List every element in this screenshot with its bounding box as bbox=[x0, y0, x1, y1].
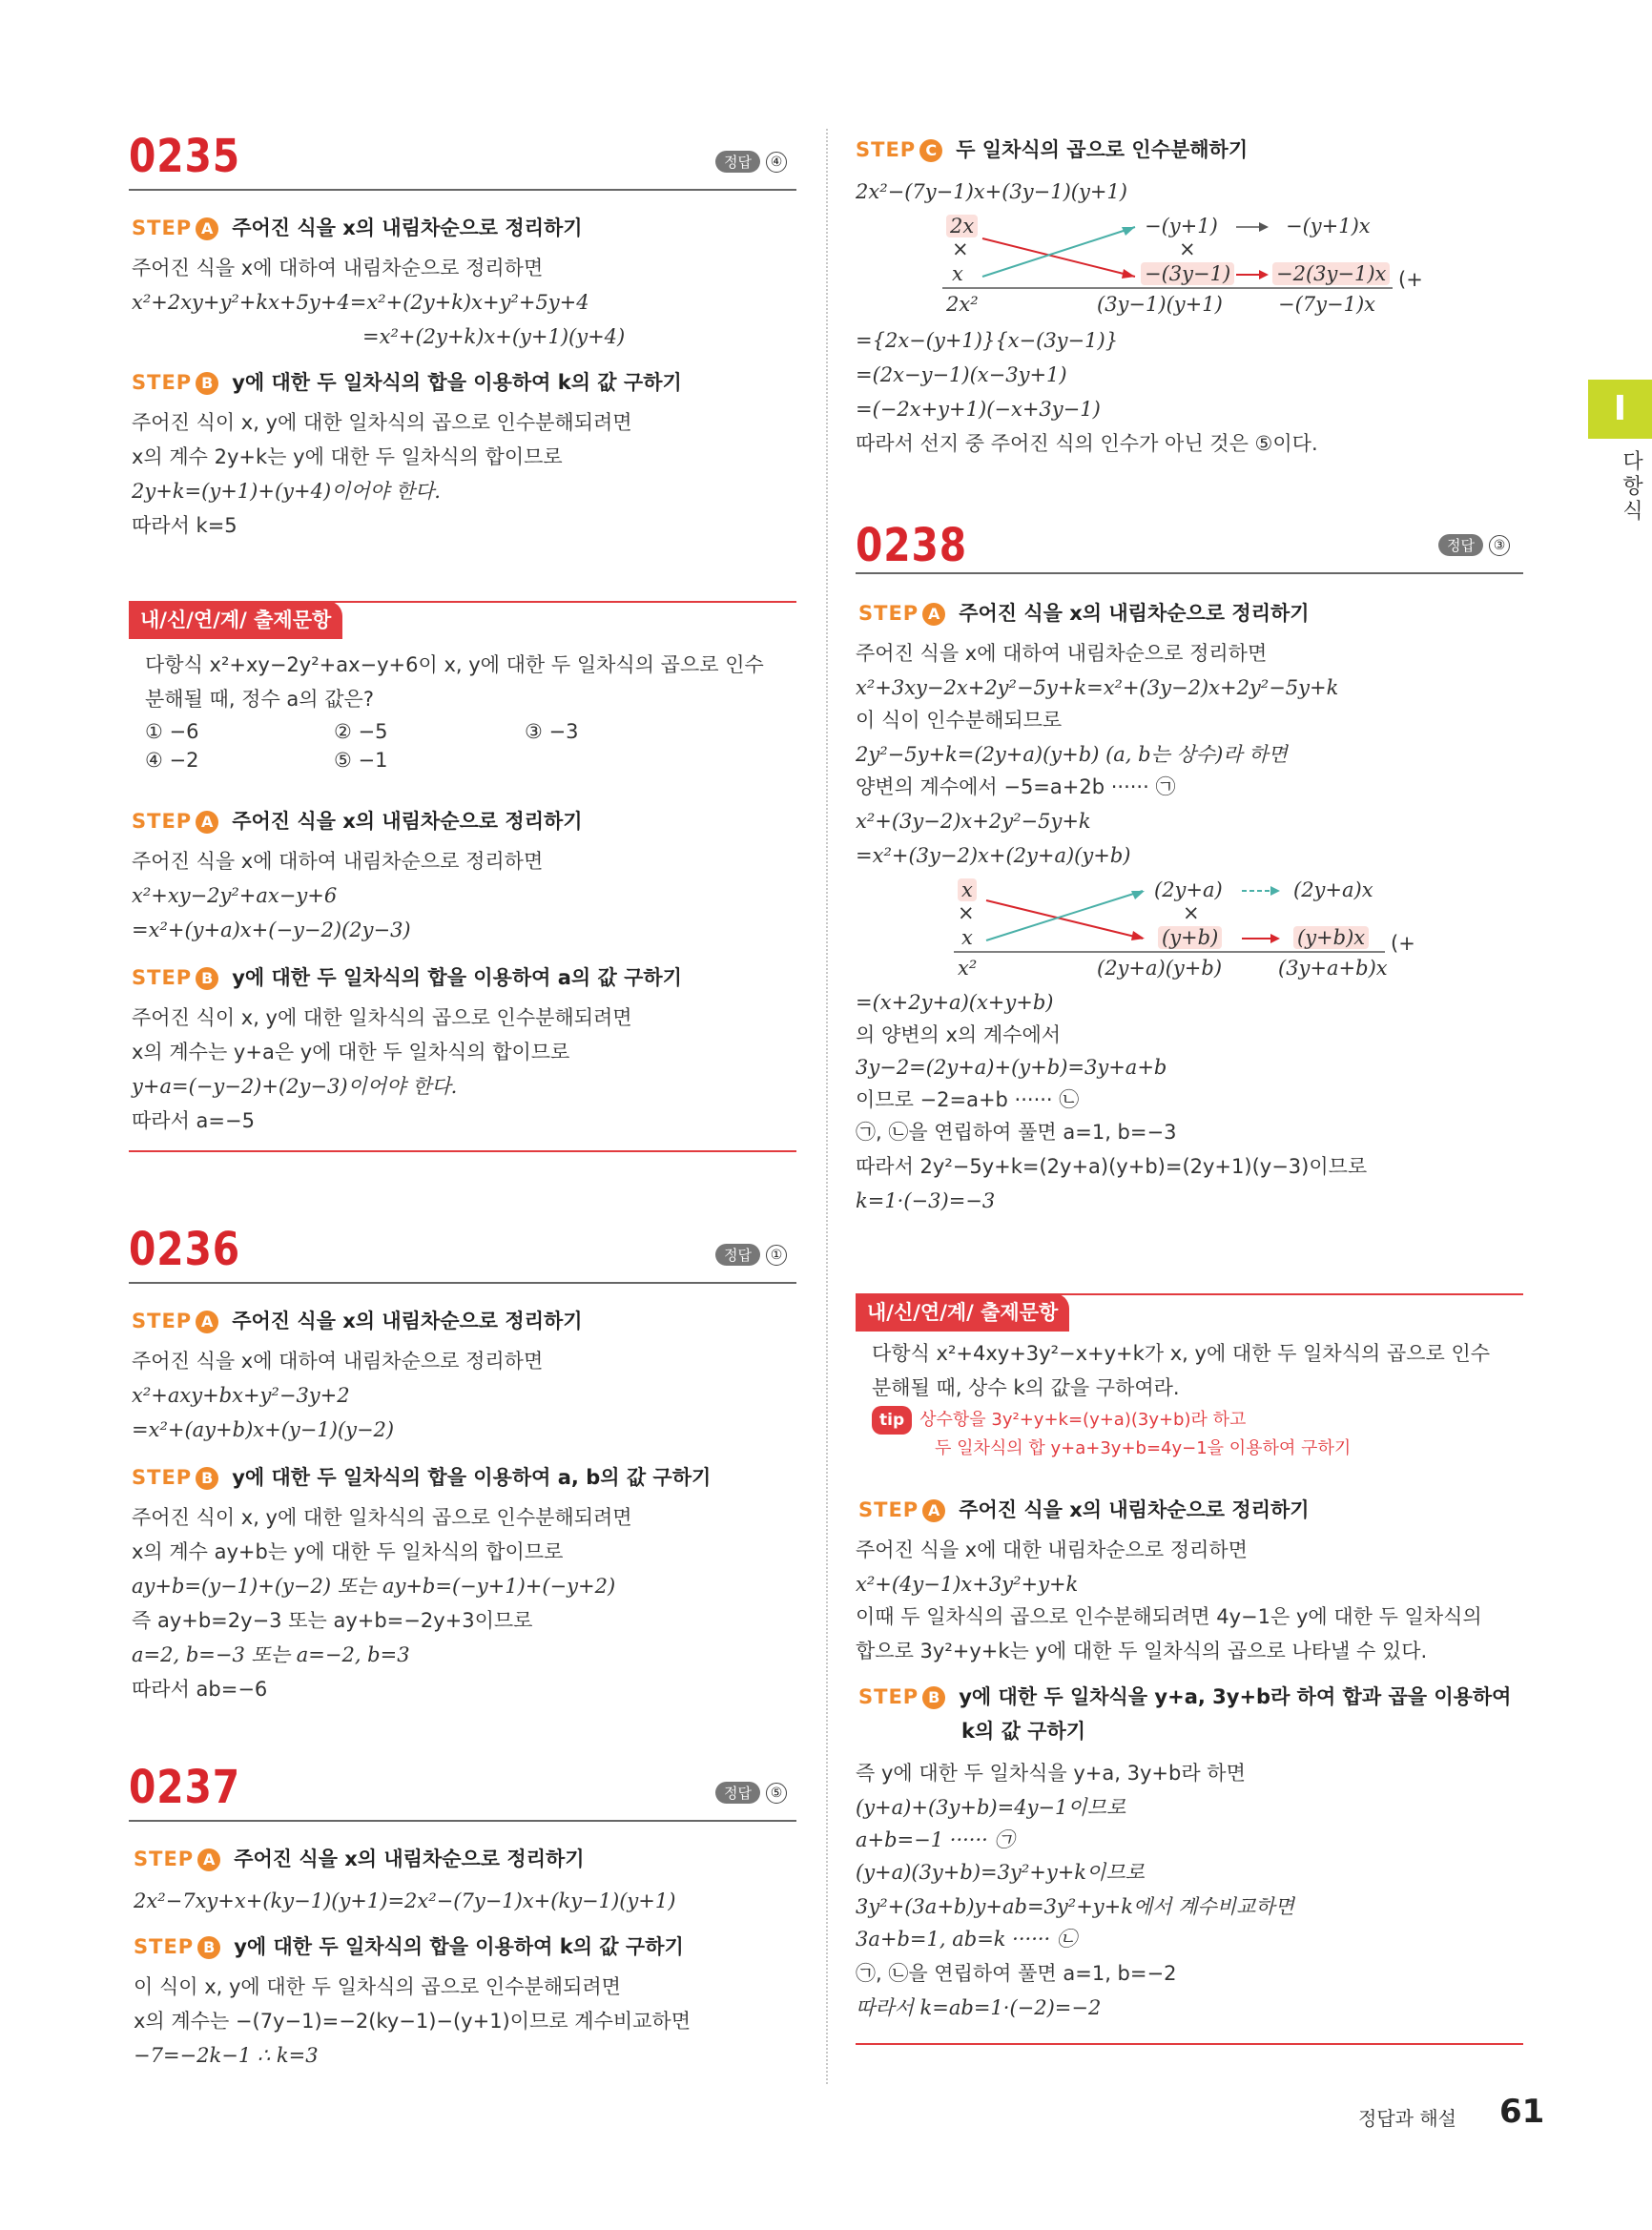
answer-value: ⑤ bbox=[766, 1783, 787, 1804]
math-line: 3y²+(3a+b)y+ab=3y²+y+k에서 계수비교하면 bbox=[856, 1895, 1294, 1918]
answer-value: ① bbox=[766, 1245, 787, 1266]
cross-plus: (+ bbox=[1398, 268, 1423, 291]
math-line: =x²+(ay+b)x+(y−1)(y−2) bbox=[132, 1418, 395, 1441]
cross-term: (y+b)x bbox=[1293, 926, 1369, 949]
math-line: k=1·(−3)=−3 bbox=[856, 1189, 996, 1212]
cross-times: × bbox=[958, 901, 975, 924]
chapter-name: 다항식 bbox=[1622, 450, 1643, 524]
text-line: 따라서 a=−5 bbox=[132, 1109, 255, 1132]
step-title: 주어진 식을 x의 내림차순으로 정리하기 bbox=[959, 602, 1310, 625]
answer-value: ④ bbox=[766, 152, 787, 173]
step-letter: A bbox=[922, 1499, 945, 1522]
choice-2[interactable]: ② −5 bbox=[334, 720, 388, 743]
cross-term: (2y+a) bbox=[1154, 878, 1223, 901]
cross-term: (3y+a+b)x bbox=[1278, 957, 1388, 980]
answer-badge: 정답 bbox=[715, 1244, 760, 1266]
math-line: =x²+(y+a)x+(−y−2)(2y−3) bbox=[132, 919, 411, 941]
text-line: ㉠, ㉡을 연립하여 풀면 a=1, b=−3 bbox=[856, 1121, 1177, 1144]
step-title: 주어진 식을 x의 내림차순으로 정리하기 bbox=[959, 1498, 1310, 1521]
cross-term: x bbox=[961, 926, 973, 949]
cross-plus: (+ bbox=[1391, 932, 1415, 955]
problem-number-0238: 0238 bbox=[856, 519, 967, 572]
math-line: 2y²−5y+k=(2y+a)(y+b) (a, b는 상수)라 하면 bbox=[856, 743, 1288, 766]
text-line: 이 식이 인수분해되므로 bbox=[856, 709, 1063, 732]
step-letter: B bbox=[196, 372, 218, 395]
step-title: y에 대한 두 일차식의 합을 이용하여 k의 값 구하기 bbox=[232, 371, 682, 394]
answer-badge: 정답 bbox=[1438, 534, 1483, 556]
step-letter: A bbox=[922, 603, 945, 626]
text-line: 주어진 식을 x에 대하여 내림차순으로 정리하면 bbox=[132, 1350, 544, 1373]
cross-term: −(y+1)x bbox=[1286, 215, 1371, 237]
step-word: STEP bbox=[132, 371, 193, 394]
math-line: a=2, b=−3 또는 a=−2, b=3 bbox=[132, 1643, 410, 1666]
cross-term: (2y+a)(y+b) bbox=[1097, 957, 1223, 980]
text-line: 이때 두 일차식의 곱으로 인수분해되려면 4y−1은 y에 대한 두 일차식의 bbox=[856, 1605, 1482, 1628]
chapter-tab[interactable]: I bbox=[1588, 380, 1652, 439]
text-line: 주어진 식이 x, y에 대한 일차식의 곱으로 인수분해되려면 bbox=[132, 1006, 632, 1029]
step-letter: A bbox=[196, 1311, 218, 1333]
step-letter: C bbox=[919, 139, 942, 162]
math-line: 3y−2=(2y+a)+(y+b)=3y+a+b bbox=[856, 1056, 1167, 1079]
text-line: x의 계수는 −(7y−1)=−2(ky−1)−(y+1)이므로 계수비교하면 bbox=[134, 2010, 691, 2033]
math-line: =(x+2y+a)(x+y+b) bbox=[856, 991, 1054, 1014]
related-label: 내/신/연/계/ 출제문항 bbox=[856, 1293, 1069, 1332]
step-letter: B bbox=[922, 1686, 945, 1709]
text-line: x의 계수는 y+a은 y에 대한 두 일차식의 합이므로 bbox=[132, 1041, 570, 1063]
step-title: y에 대한 두 일차식의 합을 이용하여 a, b의 값 구하기 bbox=[232, 1466, 712, 1489]
step-letter: B bbox=[196, 967, 218, 990]
cross-term: −2(3y−1)x bbox=[1272, 262, 1390, 285]
cross-times: × bbox=[1179, 237, 1196, 260]
math-line: =x²+(3y−2)x+(2y+a)(y+b) bbox=[856, 844, 1131, 867]
cross-times: × bbox=[952, 237, 969, 260]
text-line: 양변의 계수에서 −5=a+2b ······ ㉠ bbox=[856, 775, 1176, 798]
step-letter: A bbox=[196, 217, 218, 240]
step-word: STEP bbox=[858, 1498, 919, 1521]
text-line: 주어진 식이 x, y에 대한 일차식의 곱으로 인수분해되려면 bbox=[132, 1506, 632, 1529]
text-line: x의 계수 ay+b는 y에 대한 두 일차식의 합이므로 bbox=[132, 1540, 564, 1563]
choice-3[interactable]: ③ −3 bbox=[525, 720, 579, 743]
step-b-heading bbox=[858, 1683, 1511, 1711]
step-letter: A bbox=[196, 811, 218, 834]
text-line: 이므로 −2=a+b ······ ㉡ bbox=[856, 1088, 1080, 1111]
math-line: (y+a)(3y+b)=3y²+y+k이므로 bbox=[856, 1861, 1145, 1884]
text-line: 이 식이 x, y에 대한 두 일차식의 곱으로 인수분해되려면 bbox=[134, 1975, 621, 1998]
math-line: (y+a)+(3y+b)=4y−1이므로 bbox=[856, 1796, 1126, 1819]
step-a-heading bbox=[858, 1496, 1310, 1524]
cross-term: x bbox=[958, 878, 977, 901]
text-line: 합으로 3y²+y+k는 y에 대한 두 일차식의 곱으로 나타낼 수 있다. bbox=[856, 1640, 1428, 1662]
cross-term: −(7y−1)x bbox=[1278, 293, 1376, 316]
cross-term: (2y+a)x bbox=[1293, 878, 1373, 901]
related-label: 내/신/연/계/ 출제문항 bbox=[129, 601, 342, 639]
step-word: STEP bbox=[132, 1310, 193, 1332]
math-line: x²+(3y−2)x+2y²−5y+k bbox=[856, 810, 1091, 833]
math-line: x²+(4y−1)x+3y²+y+k bbox=[856, 1573, 1079, 1596]
math-line: x²+axy+bx+y²−3y+2 bbox=[132, 1384, 350, 1407]
step-title: 주어진 식을 x의 내림차순으로 정리하기 bbox=[234, 1848, 585, 1870]
step-title: 주어진 식을 x의 내림차순으로 정리하기 bbox=[232, 1310, 583, 1332]
math-line: 3a+b=1, ab=k ······ ㉡ bbox=[856, 1928, 1077, 1951]
problem-number-0236: 0236 bbox=[129, 1223, 240, 1276]
problem-number-0235: 0235 bbox=[129, 130, 240, 183]
math-line: 2y+k=(y+1)+(y+4)이어야 한다. bbox=[132, 480, 441, 503]
tip-line bbox=[935, 1433, 1351, 1463]
problem-number-0237: 0237 bbox=[129, 1761, 240, 1814]
cross-term: x² bbox=[958, 957, 978, 980]
math-line: =(−2x+y+1)(−x+3y−1) bbox=[856, 398, 1101, 421]
choice-4[interactable]: ④ −2 bbox=[145, 749, 199, 772]
text-line: 따라서 선지 중 주어진 식의 인수가 아닌 것은 ⑤이다. bbox=[856, 432, 1318, 455]
cross-term: −(y+1) bbox=[1145, 215, 1218, 237]
cross-times: × bbox=[1183, 901, 1200, 924]
step-word: STEP bbox=[134, 1848, 195, 1870]
step-letter: B bbox=[196, 1467, 218, 1490]
step-word: STEP bbox=[132, 810, 193, 833]
choice-1[interactable]: ① −6 bbox=[145, 720, 199, 743]
math-line: =(2x−y−1)(x−3y+1) bbox=[856, 363, 1067, 386]
tip-line bbox=[872, 1404, 1246, 1435]
step-word: STEP bbox=[858, 1685, 919, 1708]
text-line: 주어진 식을 x에 대하여 내림차순으로 정리하면 bbox=[132, 257, 544, 279]
text-line: x의 계수 2y+k는 y에 대한 두 일차식의 합이므로 bbox=[132, 445, 563, 468]
text-line: 주어진 식을 x에 대한 내림차순으로 정리하면 bbox=[856, 1538, 1248, 1561]
step-word: STEP bbox=[132, 217, 193, 239]
page-number: 61 bbox=[1499, 2093, 1545, 2131]
step-word: STEP bbox=[858, 602, 919, 625]
text-line: 의 양변의 x의 계수에서 bbox=[856, 1023, 1062, 1046]
math-line: 따라서 k=ab=1·(−2)=−2 bbox=[856, 1996, 1102, 2019]
math-line: 2x²−7xy+x+(ky−1)(y+1)=2x²−(7y−1)x+(ky−1)(y+1) bbox=[134, 1889, 676, 1912]
question-line: 다항식 x²+xy−2y²+ax−y+6이 x, y에 대한 두 일차식의 곱으로 인수 bbox=[145, 653, 764, 676]
step-title: 두 일차식의 곱으로 인수분해하기 bbox=[956, 138, 1249, 161]
question-line: 다항식 x²+4xy+3y²−x+y+k가 x, y에 대한 두 일차식의 곱으로 인수 bbox=[872, 1342, 1491, 1365]
step-title: k의 값 구하기 bbox=[961, 1720, 1086, 1743]
cross-term: 2x² bbox=[946, 293, 979, 316]
tip-text: 두 일차식의 합 y+a+3y+b=4y−1을 이용하여 구하기 bbox=[935, 1438, 1352, 1458]
step-letter: A bbox=[197, 1848, 220, 1871]
step-title: y에 대한 두 일차식의 합을 이용하여 a의 값 구하기 bbox=[232, 966, 682, 989]
math-line: =x²+(2y+k)x+(y+1)(y+4) bbox=[362, 325, 626, 348]
step-letter: B bbox=[197, 1936, 220, 1959]
tip-text: 상수항을 3y²+y+k=(y+a)(3y+b)라 하고 bbox=[919, 1410, 1247, 1430]
math-line: a+b=−1 ······ ㉠ bbox=[856, 1828, 1015, 1851]
math-line: ={2x−(y+1)}{x−(3y−1)} bbox=[856, 329, 1119, 352]
answer-badge: 정답 bbox=[715, 1782, 760, 1804]
step-word: STEP bbox=[132, 1466, 193, 1489]
step-title: 주어진 식을 x의 내림차순으로 정리하기 bbox=[232, 810, 583, 833]
tip-badge: tip bbox=[872, 1406, 912, 1435]
cross-term: (3y−1)(y+1) bbox=[1097, 293, 1223, 316]
text-line: 따라서 ab=−6 bbox=[132, 1678, 268, 1701]
choice-5[interactable]: ⑤ −1 bbox=[334, 749, 388, 772]
text-line: 주어진 식을 x에 대하여 내림차순으로 정리하면 bbox=[856, 642, 1268, 665]
step-word: STEP bbox=[132, 966, 193, 989]
step-word: STEP bbox=[856, 138, 917, 161]
math-line: x²+xy−2y²+ax−y+6 bbox=[132, 884, 338, 907]
text-line: 따라서 2y²−5y+k=(2y+a)(y+b)=(2y+1)(y−3)이므로 bbox=[856, 1155, 1368, 1178]
question-line: 분해될 때, 정수 a의 값은? bbox=[145, 688, 374, 711]
answer-badge: 정답 bbox=[715, 151, 760, 173]
text-line: 주어진 식이 x, y에 대한 일차식의 곱으로 인수분해되려면 bbox=[132, 411, 632, 434]
step-word: STEP bbox=[134, 1935, 195, 1958]
arrowhead bbox=[1270, 886, 1280, 896]
arrowhead bbox=[1270, 934, 1280, 943]
math-line: 2x²−(7y−1)x+(3y−1)(y+1) bbox=[856, 180, 1127, 203]
math-line: x²+2xy+y²+kx+5y+4=x²+(2y+k)x+y²+5y+4 bbox=[132, 291, 589, 314]
step-title: y에 대한 두 일차식의 합을 이용하여 k의 값 구하기 bbox=[234, 1935, 684, 1958]
footer-label: 정답과 해설 bbox=[1358, 2107, 1456, 2130]
step-title: 주어진 식을 x의 내림차순으로 정리하기 bbox=[232, 217, 583, 239]
text-line: ㉠, ㉡을 연립하여 풀면 a=1, b=−2 bbox=[856, 1962, 1177, 1985]
text-line: 따라서 k=5 bbox=[132, 514, 237, 537]
math-line: x²+3xy−2x+2y²−5y+k=x²+(3y−2)x+2y²−5y+k bbox=[856, 676, 1339, 699]
math-line: ay+b=(y−1)+(y−2) 또는 ay+b=(−y+1)+(−y+2) bbox=[132, 1575, 616, 1598]
text-line: 즉 ay+b=2y−3 또는 ay+b=−2y+3이므로 bbox=[132, 1609, 533, 1632]
arrowhead bbox=[1131, 931, 1145, 940]
cross-term: 2x bbox=[946, 215, 978, 237]
step-title: y에 대한 두 일차식을 y+a, 3y+b라 하여 합과 곱을 이용하여 bbox=[959, 1685, 1512, 1708]
cross-term: (y+b) bbox=[1158, 926, 1222, 949]
math-line: −7=−2k−1 ∴ k=3 bbox=[134, 2044, 319, 2067]
step-b-heading-cont bbox=[961, 1717, 1085, 1745]
math-line: y+a=(−y−2)+(2y−3)이어야 한다. bbox=[132, 1075, 458, 1098]
text-line: 즉 y에 대한 두 일차식을 y+a, 3y+b라 하면 bbox=[856, 1762, 1246, 1785]
related-bottom-rule bbox=[856, 2043, 1523, 2045]
question-line: 분해될 때, 상수 k의 값을 구하여라. bbox=[872, 1376, 1180, 1399]
cross-term: x bbox=[952, 262, 963, 285]
text-line: 주어진 식을 x에 대하여 내림차순으로 정리하면 bbox=[132, 850, 544, 873]
answer-value: ③ bbox=[1489, 535, 1510, 556]
cross-term: −(3y−1) bbox=[1141, 262, 1234, 285]
arrowhead bbox=[1131, 891, 1145, 899]
